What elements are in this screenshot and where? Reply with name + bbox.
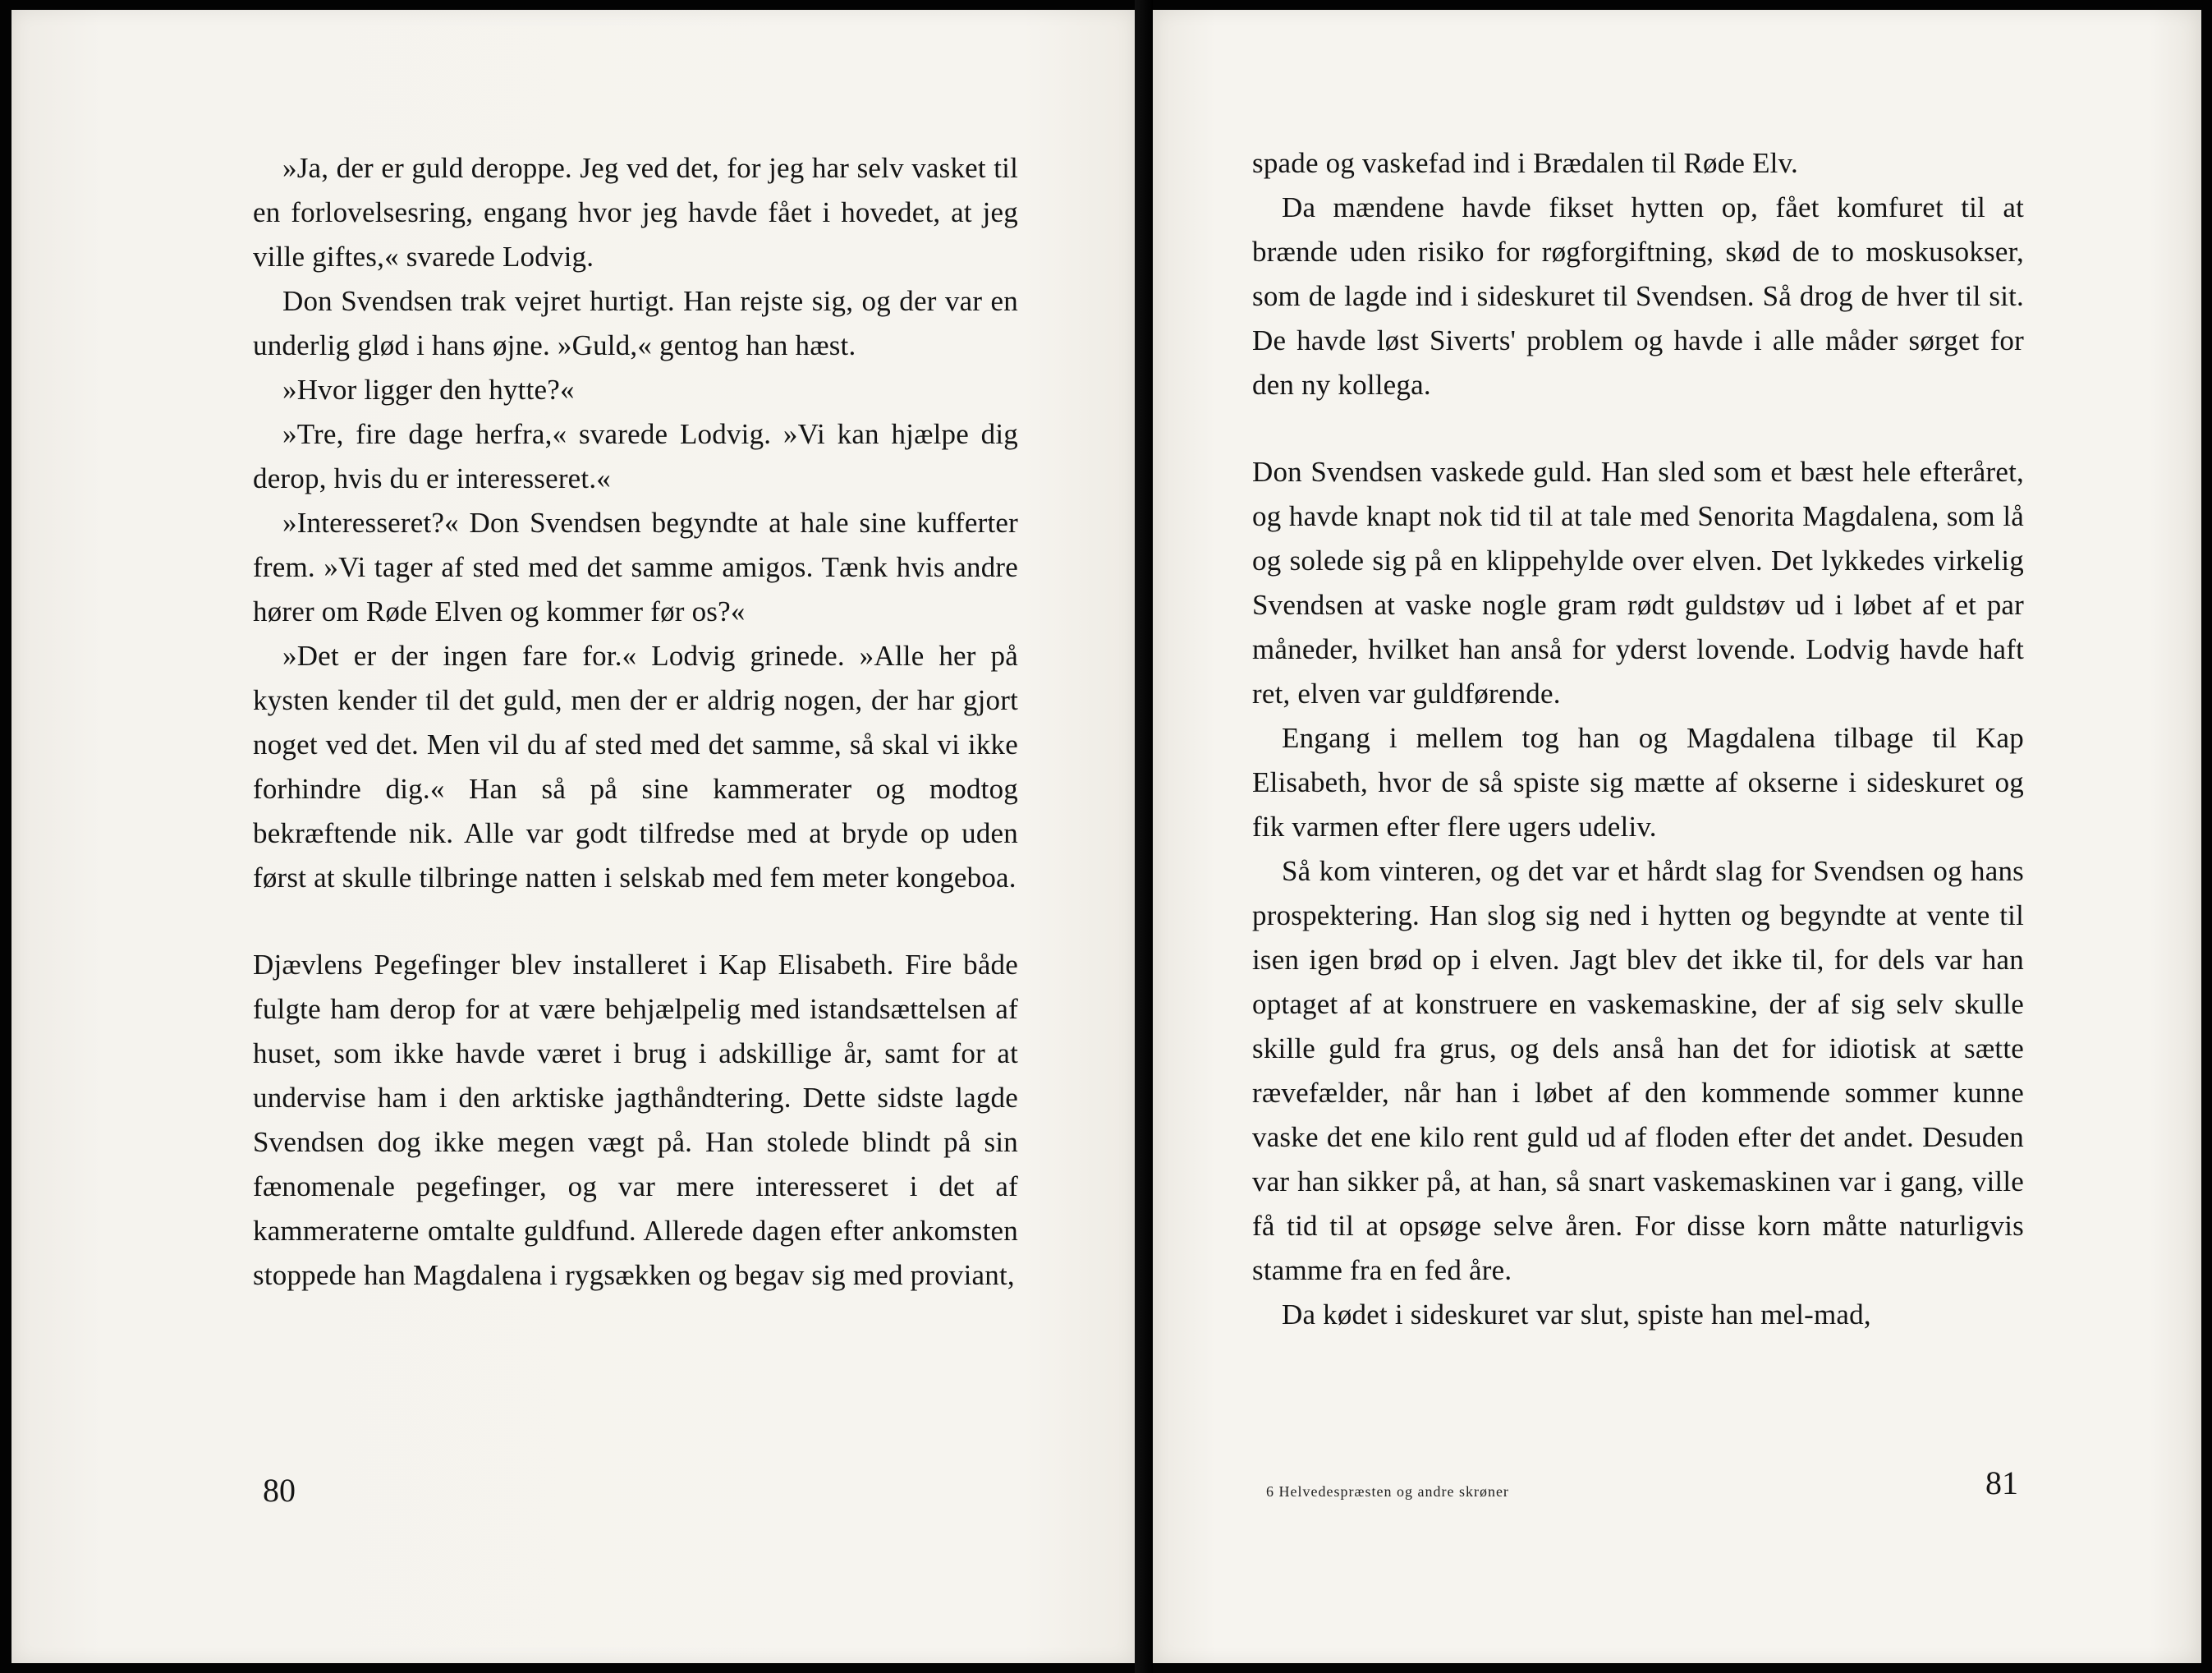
left-section-break: [253, 900, 1018, 943]
left-paragraph-2: Don Svendsen trak vejret hurtigt. Han rejste sig, og der var en underlig glød i hans øjne. »Guld,« gentog han hæst.: [253, 285, 1018, 361]
right-paragraph-4: Engang i mellem tog han og Magdalena tilbage til Kap Elisabeth, hvor de så spiste sig mætte af okserne i sideskuret og fik varmen efter flere ugers udeliv.: [1252, 722, 2024, 843]
left-paragraph-1: »Ja, der er guld deroppe. Jeg ved det, for jeg har selv vasket til en forlovelsesring, engang hvor jeg havde fået i hovedet, at jeg ville giftes,« svarede Lodvig.: [253, 152, 1018, 273]
right-paragraph-6: Da kødet i sideskuret var slut, spiste han mel-mad,: [1282, 1298, 1871, 1331]
left-page-text: [253, 146, 1018, 1298]
left-paragraph-3: »Hvor ligger den hytte?«: [282, 374, 575, 406]
left-paragraph-7: Djævlens Pegefinger blev installeret i Kap Elisabeth. Fire både fulgte ham derop for at være behjælpelig med istandsættelsen af huset, som ikke havde været i brug i adskillige år, samt for at undervise ham i den arktiske jagthåndtering. Dette sidste lagde Svendsen dog ikke megen vægt på. Han stolede blindt på sin fænomenale pegefinger, og var mere interesseret i det af kammeraterne omtalte guldfund. Allerede dagen efter ankomsten stoppede han Magdalena i rygsækken og begav sig med proviant,: [253, 949, 1018, 1291]
right-page-number: 81: [1985, 1464, 2018, 1501]
right-page-text: [1252, 141, 2024, 1337]
right-section-break: [1252, 407, 2024, 450]
right-paragraph-1: spade og vaskefad ind i Brædalen til Røde Elv.: [1252, 147, 1798, 179]
right-paragraph-5: Så kom vinteren, og det var et hårdt slag for Svendsen og hans prospektering. Han slog sig ned i hytten og begyndte at vente til isen igen brød op i elven. Jagt blev det ikke til, for dels var han optaget af at konstruere en vaskemaskine, der af sig selv skulle skille guld fra grus, og dels anså han det for idiotisk at sætte rævefælder, når han i løbet af den kommende sommer kunne vaske det ene kilo rent guld ud af floden efter det andet. Desuden var han sikker på, at han, så snart vaskemaskinen var i gang, ville få tid til at opsøge selve åren. For disse korn måtte naturligvis stamme fra en fed åre.: [1252, 855, 2024, 1286]
right-paragraph-3: Don Svendsen vaskede guld. Han sled som et bæst hele efteråret, og havde knapt nok tid til at tale med Senorita Magdalena, som lå og solede sig på en klippehylde over elven. Det lykkedes virkelig Svendsen at vaske nogle gram rødt guldstøv ud i løbet af et par måneder, hvilket han anså for yderst lovende. Lodvig havde haft ret, elven var guldførende.: [1252, 456, 2024, 710]
right-footer-note: 6 Helvedespræsten og andre skrøner: [1266, 1483, 1509, 1500]
left-paragraph-5: »Interesseret?« Don Svendsen begyndte at hale sine kufferter frem. »Vi tager af sted med det samme amigos. Tænk hvis andre hører om Røde Elven og kommer før os?«: [253, 507, 1018, 627]
book-gutter: [1135, 0, 1153, 1673]
right-paragraph-2: Da mændene havde fikset hytten op, fået komfuret til at brænde uden risiko for røgforgiftning, skød de to moskusokser, som de lagde ind i sideskuret til Svendsen. Så drog de hver til sit. De havde løst Siverts' problem og havde i alle måder sørget for den ny kollega.: [1252, 191, 2024, 401]
left-page-number: 80: [263, 1472, 296, 1509]
left-paragraph-6: »Det er der ingen fare for.« Lodvig grinede. »Alle her på kysten kender til det guld, men der er aldrig nogen, der har gjort noget ved det. Men vil du af sted med det samme, så skal vi ikke forhindre dig.« Han så på sine kammerater og modtog bekræftende nik. Alle var godt tilfredse med at bryde op uden først at skulle tilbringe natten i selskab med fem meter kongeboa.: [253, 640, 1018, 894]
left-paragraph-4: »Tre, fire dage herfra,« svarede Lodvig. »Vi kan hjælpe dig derop, hvis du er interesseret.«: [253, 418, 1018, 494]
